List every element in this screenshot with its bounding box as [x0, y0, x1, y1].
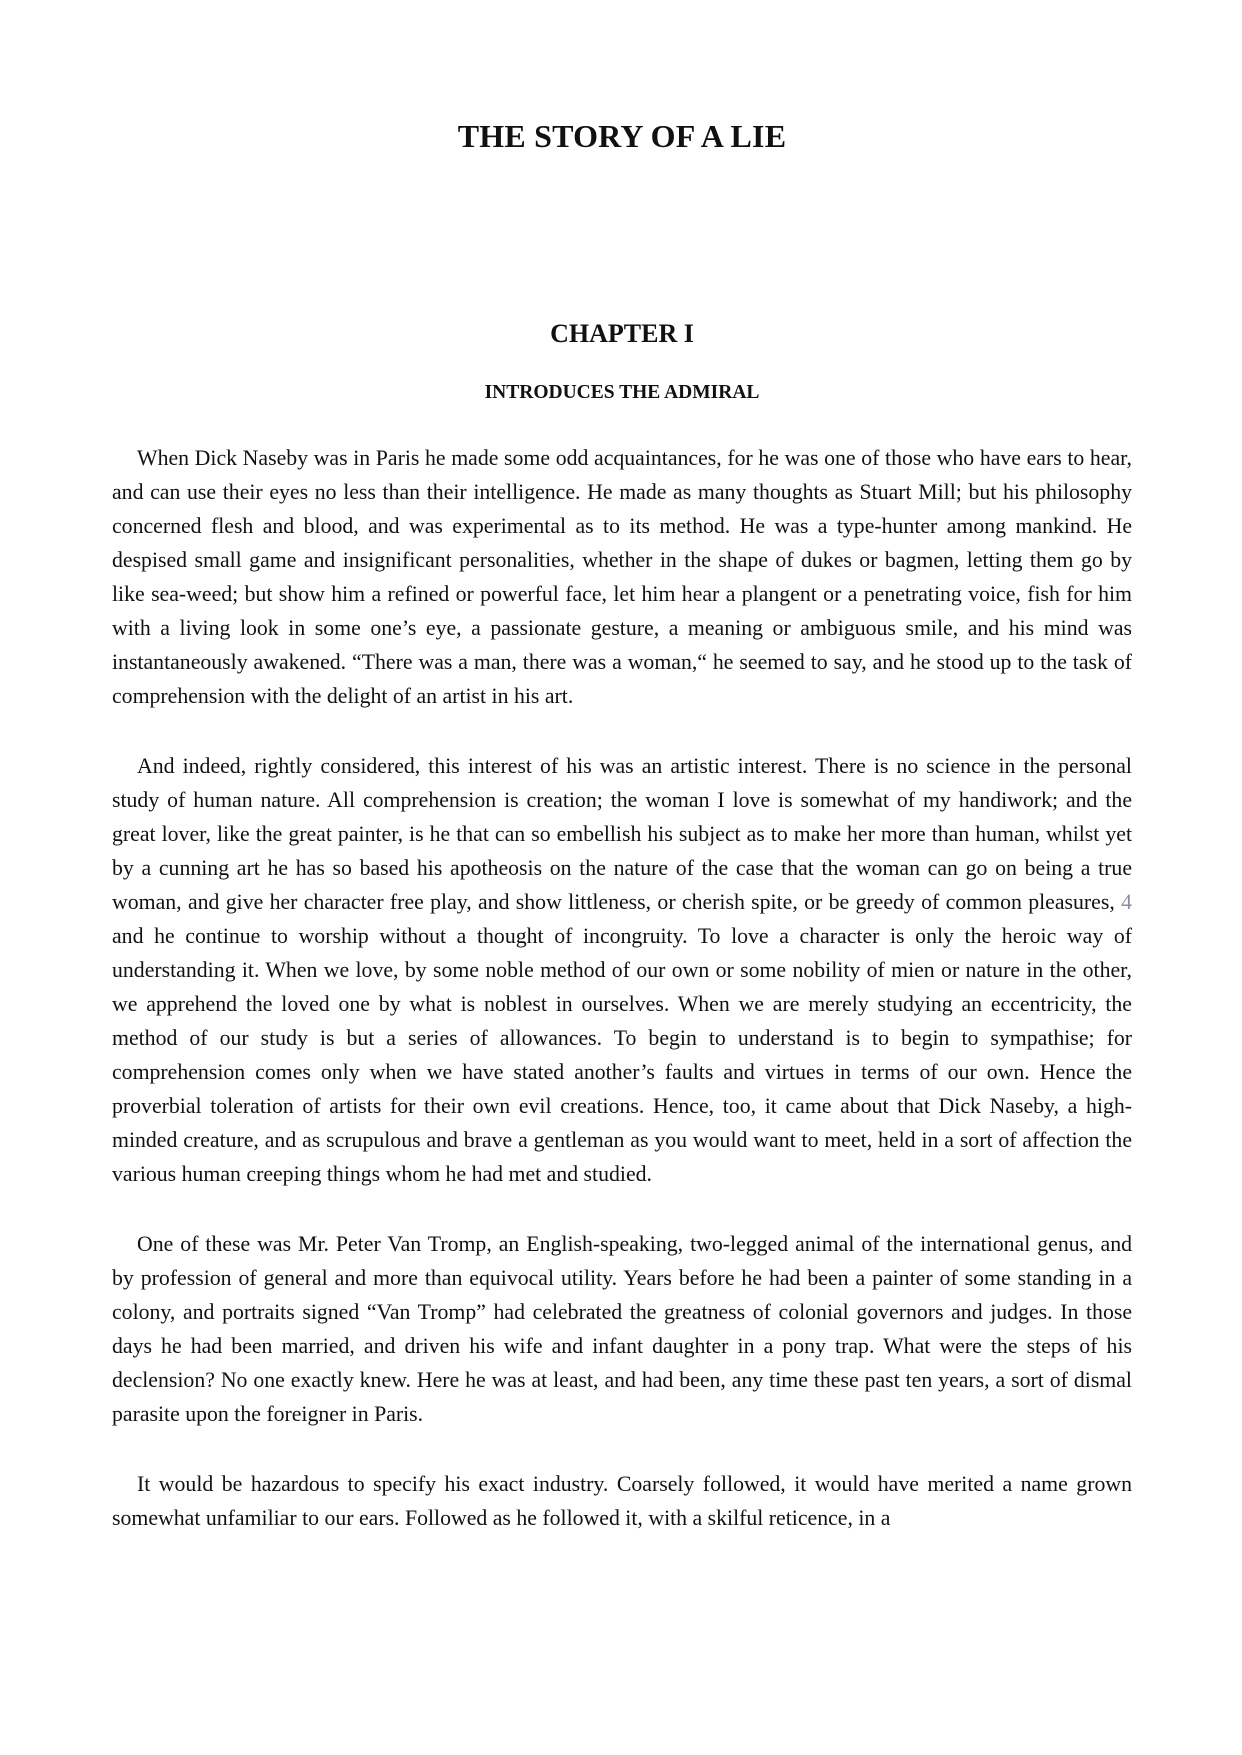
- book-page: [112, 0, 1132, 1755]
- book-title: THE STORY OF A LIE: [457, 118, 787, 154]
- paragraph-2-text-after-page-ref: and he continue to worship without a thought of incongruity. To love a character is only the heroic way of understanding it. When we love, by some noble method of our own or some nobility of mien or nature in the other, we apprehend the loved one by what is noblest in ourselves. When we are merely studying an eccentricity, the method of our study is but a series of allowances. To begin to understand is to begin to sympathise; for comprehension comes only when we have stated another’s faults and virtues in terms of our own. Hence the proverbial toleration of artists for their own evil creations. Hence, too, it came about that Dick Naseby, a high-minded creature, and as scrupulous and brave a gentleman as you would want to meet, held in a sort of affection the various human creeping things whom he had met and studied.: [112, 924, 1132, 1186]
- page-number-reference[interactable]: 4: [1121, 890, 1132, 914]
- paragraph-3: One of these was Mr. Peter Van Tromp, an English-speaking, two-legged animal of the international genus, and by profession of general and more than equivocal utility. Years before he had been a painter of some standing in a colony, and portraits signed “Van Tromp” had celebrated the greatness of colonial governors and judges. In those days he had been married, and driven his wife and infant daughter in a pony trap. What were the steps of his declension? No one exactly knew. Here he was at least, and had been, any time these past ten years, a sort of dismal parasite upon the foreigner in Paris.: [112, 1232, 1132, 1426]
- paragraph-2: [112, 749, 1132, 1191]
- chapter-body: [112, 441, 1132, 1571]
- chapter-subtitle: INTRODUCES THE ADMIRAL: [484, 382, 760, 403]
- paragraph-1: When Dick Naseby was in Paris he made some odd acquaintances, for he was one of those who have ears to hear, and can use their eyes no less than their intelligence. He made as many thoughts as Stuart Mill; but his philosophy concerned flesh and blood, and was experimental as to its method. He was a type-hunter among mankind. He despised small game and insignificant personalities, whether in the shape of dukes or bagmen, letting them go by like sea-weed; but show him a refined or powerful face, let him hear a plangent or a penetrating voice, fish for him with a living look in some one’s eye, a passionate gesture, a meaning or ambiguous smile, and his mind was instantaneously awakened. “There was a man, there was a woman,“ he seemed to say, and he stood up to the task of comprehension with the delight of an artist in his art.: [112, 446, 1132, 708]
- chapter-title: CHAPTER I: [550, 319, 694, 348]
- paragraph-4: It would be hazardous to specify his exact industry. Coarsely followed, it would have merited a name grown somewhat unfamiliar to our ears. Followed as he followed it, with a skilful reticence, in a: [112, 1472, 1132, 1530]
- paragraph-2-text-before-page-ref: And indeed, rightly considered, this interest of his was an artistic interest. There is no science in the personal study of human nature. All comprehension is creation; the woman I love is somewhat of my handiwork; and the great lover, like the great painter, is he that can so embellish his subject as to make her more than human, whilst yet by a cunning art he has so based his apotheosis on the nature of the case that the woman can go on being a true woman, and give her character free play, and show littleness, or cherish spite, or be greedy of common pleasures,: [112, 754, 1132, 914]
